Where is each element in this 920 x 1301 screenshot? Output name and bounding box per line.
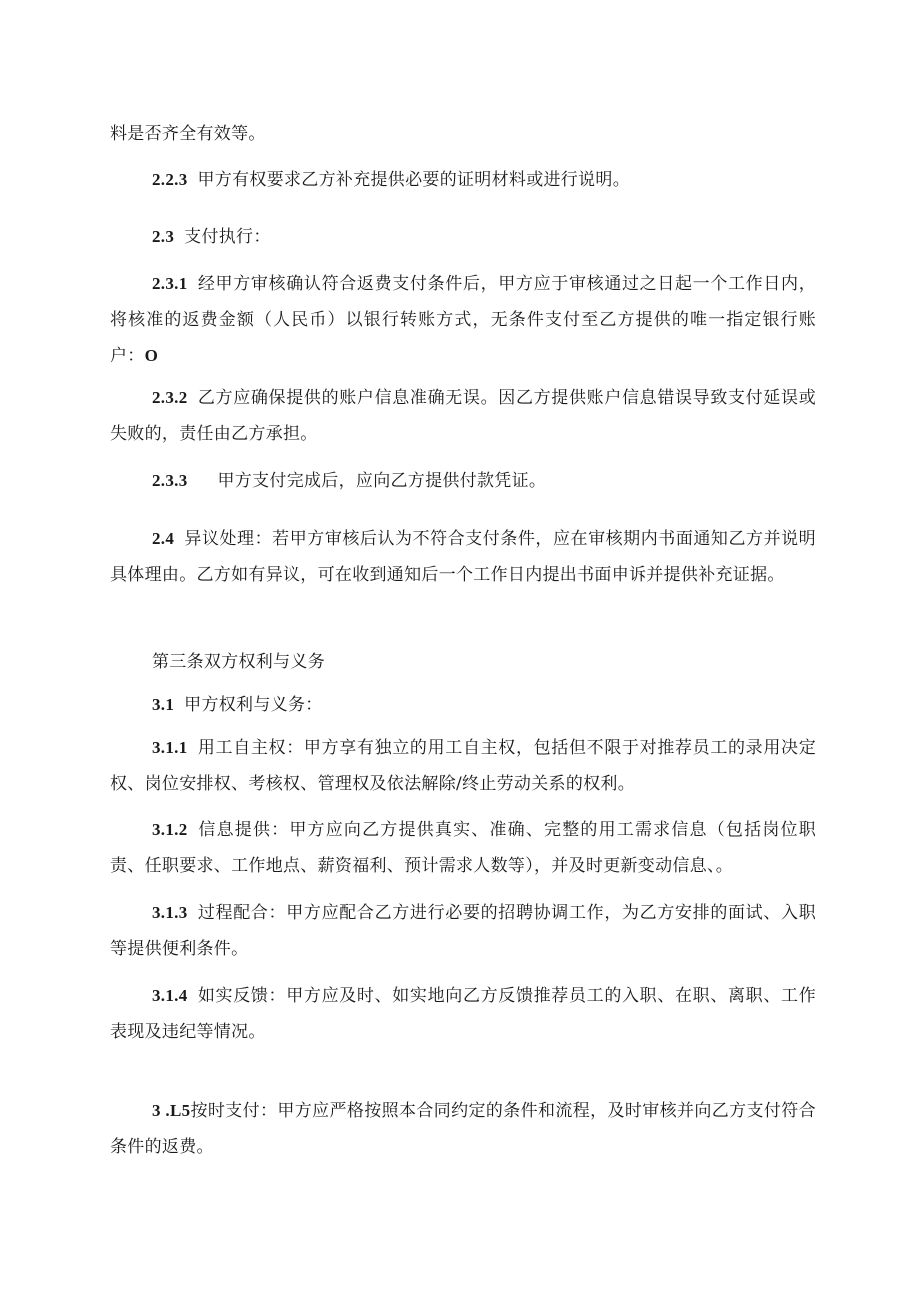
- clause-text: 支付执行：: [184, 227, 271, 247]
- clause-number: 2.4: [152, 529, 175, 548]
- clause-text: 用工自主权：甲方享有独立的用工自主权，包括但不限于对推荐员工的录用决定权、岗位安排权、考核权、管理权及依法解除/终止劳动关系的权利。: [110, 738, 816, 794]
- paragraph-text: 料是否齐全有效等。: [110, 124, 266, 144]
- account-placeholder: O: [144, 346, 159, 365]
- clause-2-3-2: [110, 380, 816, 452]
- article-3-heading: [110, 644, 816, 680]
- clause-number: 2.3: [152, 227, 175, 246]
- clause-3-1-4: [110, 978, 816, 1050]
- clause-2-4: [110, 521, 816, 593]
- clause-text: 甲方权利与义务：: [184, 695, 323, 715]
- clause-text: 异议处理：若甲方审核后认为不符合支付条件，应在审核期内书面通知乙方并说明具体理由。乙方如有异议，可在收到通知后一个工作日内提出书面申诉并提供补充证据。: [110, 529, 816, 585]
- clause-3-1-5: [110, 1093, 816, 1165]
- clause-number: 3.1.3: [152, 903, 188, 922]
- clause-3-1-2: [110, 812, 816, 884]
- clause-number: 3 .L5: [152, 1101, 191, 1120]
- clause-number: 3.1.2: [152, 820, 188, 839]
- clause-text: 如实反馈：甲方应及时、如实地向乙方反馈推荐员工的入职、在职、离职、工作表现及违纪等情况。: [110, 986, 816, 1042]
- clause-2-3-3: [110, 463, 816, 499]
- clause-number: 2.2.3: [152, 170, 188, 189]
- clause-text: 甲方支付完成后，应向乙方提供付款凭证。: [217, 471, 547, 491]
- clause-2-3-1: [110, 266, 816, 374]
- clause-text: 乙方应确保提供的账户信息准确无误。因乙方提供账户信息错误导致支付延误或失败的，责任由乙方承担。: [110, 388, 816, 444]
- clause-3-1-1: [110, 730, 816, 802]
- clause-text: 信息提供：甲方应向乙方提供真实、准确、完整的用工需求信息（包括岗位职责、任职要求、工作地点、薪资福利、预计需求人数等），并及时更新变动信息、。: [110, 820, 816, 876]
- clause-text: 甲方有权要求乙方补充提供必要的证明材料或进行说明。: [197, 170, 630, 190]
- clause-text: 经甲方审核确认符合返费支付条件后，甲方应于审核通过之日起一个工作日内，将核准的返费金额（人民币）以银行转账方式，无条件支付至乙方提供的唯一指定银行账户：: [110, 274, 816, 366]
- clause-3-1-3: [110, 895, 816, 967]
- paragraph-continuation: [110, 116, 816, 152]
- clause-number: 2.3.1: [152, 274, 188, 293]
- clause-3-1: [110, 687, 816, 723]
- clause-number: 3.1.4: [152, 986, 188, 1005]
- clause-number: 3.1: [152, 695, 175, 714]
- clause-number: 2.3.2: [152, 388, 188, 407]
- clause-text: 按时支付：甲方应严格按照本合同约定的条件和流程，及时审核并向乙方支付符合条件的返费。: [110, 1101, 816, 1157]
- clause-text: 过程配合：甲方应配合乙方进行必要的招聘协调工作，为乙方安排的面试、入职等提供便利条件。: [110, 903, 816, 959]
- clause-number: 2.3.3: [152, 471, 188, 490]
- clause-number: 3.1.1: [152, 738, 188, 757]
- article-title: 第三条双方权利与义务: [152, 652, 325, 672]
- clause-2-3: [110, 219, 816, 255]
- clause-2-2-3: [110, 162, 816, 198]
